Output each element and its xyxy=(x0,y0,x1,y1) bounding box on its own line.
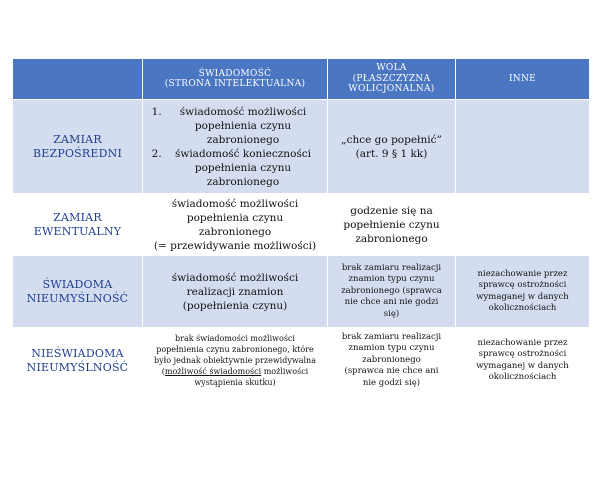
consciousness-cell-conscious: świadomość możliwości realizacji znamion (popełnienia czynu) xyxy=(143,256,328,328)
table-row-direct-intent xyxy=(13,100,590,194)
list-item: 1. świadomość możliwości popełnienia czynu zabronionego xyxy=(165,105,321,147)
will-cell-unconscious: brak zamiaru realizacji znamion typu czynu zabronionego (sprawca nie chce ani nie godzi się) xyxy=(328,328,456,394)
header-empty xyxy=(13,59,143,100)
row-label-direct-intent: ZAMIAR BEZPOŚREDNI xyxy=(13,100,143,194)
consciousness-cell-direct xyxy=(143,100,328,194)
header-will: WOLA (PŁASZCZYZNA WOLICJONALNA) xyxy=(328,59,456,100)
other-cell-eventual xyxy=(456,194,590,256)
header-consciousness: ŚWIADOMOŚĆ (STRONA INTELEKTUALNA) xyxy=(143,59,328,100)
consciousness-list xyxy=(143,105,327,189)
will-cell-direct: „chce go popełnić” (art. 9 § 1 kk) xyxy=(328,100,456,194)
other-cell-unconscious: niezachowanie przez sprawcę ostrożności wymaganej w danych okolicznościach xyxy=(456,328,590,394)
row-label-eventual-intent: ZAMIAR EWENTUALNY xyxy=(13,194,143,256)
list-item: 2. świadomość konieczności popełnienia czynu zabronionego xyxy=(165,147,321,189)
table-row-eventual-intent xyxy=(13,194,590,256)
table-row-conscious-negligence xyxy=(13,256,590,328)
row-label-unconscious-negligence: NIEŚWIADOMA NIEUMYŚLNOŚĆ xyxy=(13,328,143,394)
header-row xyxy=(13,59,590,100)
underlined-phrase-line: (możliwość świadomości możliwości xyxy=(161,367,309,376)
other-cell-conscious: niezachowanie przez sprawcę ostrożności wymaganej w danych okolicznościach xyxy=(456,256,590,328)
header-other: INNE xyxy=(456,59,590,100)
row-label-conscious-negligence: ŚWIADOMA NIEUMYŚLNOŚĆ xyxy=(13,256,143,328)
table-row-unconscious-negligence xyxy=(13,328,590,394)
consciousness-cell-unconscious: brak świadomości możliwości popełnienia czynu zabronionego, które było jednak obiektywnie przewidywalna (możliwość świadomości możliwości wystąpienia skutku) xyxy=(143,328,328,394)
other-cell-direct xyxy=(456,100,590,194)
will-cell-eventual: godzenie się na popełnienie czynu zabronionego xyxy=(328,194,456,256)
will-cell-conscious: brak zamiaru realizacji znamion typu czynu zabronionego (sprawca nie chce ani nie godzi się) xyxy=(328,256,456,328)
intent-table xyxy=(12,58,590,394)
consciousness-cell-eventual: świadomość możliwości popełnienia czynu zabronionego (= przewidywanie możliwości) xyxy=(143,194,328,256)
